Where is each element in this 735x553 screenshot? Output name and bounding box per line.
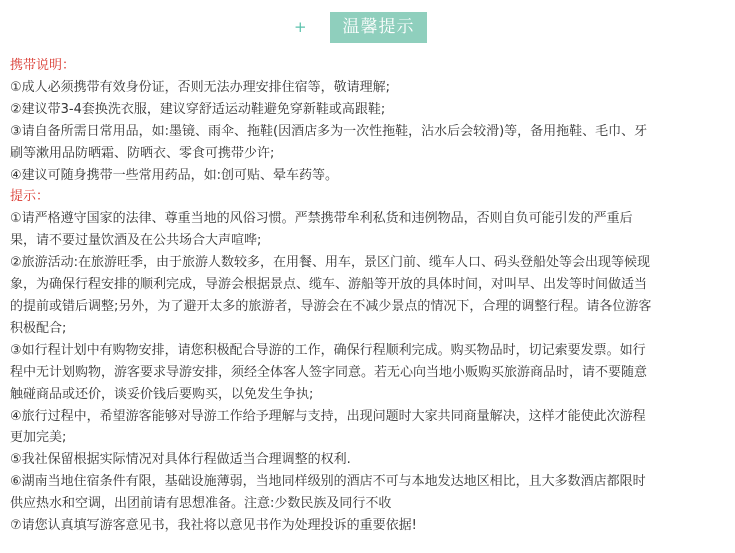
tips-heading: 提示： <box>10 189 50 205</box>
tip-4-cont: 更加完美; <box>10 430 67 446</box>
plus-icon: + <box>294 18 307 36</box>
tip-1: ①请严格遵守国家的法律、尊重当地的风俗习惯。严禁携带牟利私货和违例物品，否则自负可能引发的严重后 <box>10 211 633 227</box>
carry-item-2: ②建议带3-4套换洗衣服，建议穿舒适运动鞋避免穿新鞋或高跟鞋; <box>10 101 386 117</box>
carry-item-3-cont: 刷等漱用品防晒霜、防晒衣、零食可携带少许; <box>10 145 275 161</box>
carry-item-4: ④建议可随身携带一些常用药品，如:创可贴、晕车药等。 <box>10 167 339 183</box>
tip-6: ⑥湖南当地住宿条件有限，基础设施薄弱，当地同样级别的酒店不可与本地发达地区相比，且大多数酒店都限时 <box>10 474 646 490</box>
tip-3-cont-1: 程中无计划购物，游客要求导游安排，须经全体客人签字同意。若无心向当地小贩购买旅游商品时，请不要随意 <box>10 364 648 380</box>
tip-2-cont-3: 积极配合; <box>10 320 67 336</box>
tip-3: ③如行程计划中有购物安排，请您积极配合导游的工作，确保行程顺利完成。购买物品时，切记索要发票。如行 <box>10 342 646 358</box>
tip-7: ⑦请您认真填写游客意见书，我社将以意见书作为处理投诉的重要依据! <box>10 518 417 534</box>
tip-5: ⑤我社保留根据实际情况对具体行程做适当合理调整的权利. <box>10 452 351 468</box>
carry-item-3: ③请自备所需日常用品，如:墨镜、雨伞、拖鞋(因酒店多为一次性拖鞋，沾水后会较滑)等，备用拖鞋、毛巾、牙 <box>10 123 648 139</box>
tip-2-cont-1: 象，为确保行程安排的顺利完成，导游会根据景点、缆车、游船等开放的具体时间，对叫早、出发等时间做适当 <box>10 277 648 293</box>
tip-1-cont: 果，请不要过量饮酒及在公共场合大声喧哗; <box>10 233 262 249</box>
page-header <box>0 12 735 44</box>
page-title: 温馨提示 <box>330 12 427 43</box>
carry-instructions-heading: 携带说明： <box>10 58 76 73</box>
notice-content <box>10 55 732 537</box>
tip-2: ②旅游活动:在旅游旺季，由于旅游人数较多，在用餐、用车，景区门前、缆车人口、码头登船处等会出现等候现 <box>10 255 651 271</box>
carry-item-1: ①成人必须携带有效身份证，否则无法办理安排住宿等，敬请理解; <box>10 79 391 95</box>
tip-2-cont-2: 的提前或错后调整;另外，为了避开太多的旅游者，导游会在不减少景点的情况下，合理的调整行程。请各位游客 <box>10 298 652 314</box>
tip-6-cont: 供应热水和空调，出团前请有思想准备。注意:少数民族及同行不收 <box>10 496 392 512</box>
tip-3-cont-2: 触碰商品或还价，谈妥价钱后要购买，以免发生争执; <box>10 386 314 402</box>
tip-4: ④旅行过程中，希望游客能够对导游工作给予理解与支持，出现问题时大家共同商量解决，这样才能使此次游程 <box>10 408 646 424</box>
